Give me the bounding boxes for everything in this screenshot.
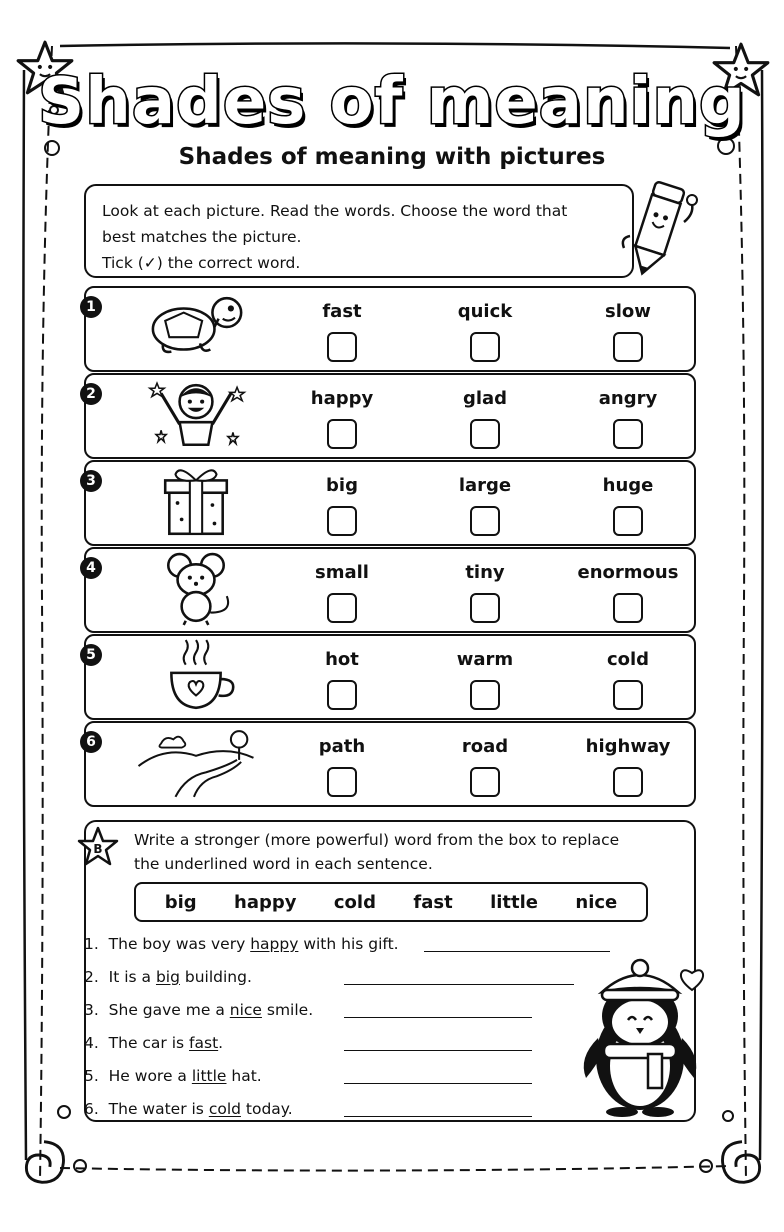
page-subtitle: Shades of meaning with pictures xyxy=(178,144,606,170)
sentence-before: The boy was very xyxy=(108,935,251,953)
tick-checkbox[interactable] xyxy=(470,593,500,623)
tick-checkbox[interactable] xyxy=(613,332,643,362)
word-bank-item: happy xyxy=(234,891,297,913)
sentence-after: smile. xyxy=(261,1001,314,1019)
word-option: quick xyxy=(457,301,513,322)
instruction-line: best matches the picture. xyxy=(102,228,302,246)
word-option: road xyxy=(461,736,509,757)
happy-boy-icon xyxy=(134,377,258,455)
tick-checkbox[interactable] xyxy=(327,419,357,449)
question-number: 3 xyxy=(80,470,102,492)
underlined-word: cold xyxy=(208,1100,241,1118)
tick-checkbox[interactable] xyxy=(470,680,500,710)
word-option: small xyxy=(315,562,369,583)
word-bank-item: cold xyxy=(333,891,376,913)
sentence-after: building. xyxy=(179,968,252,986)
word-option: angry xyxy=(598,388,658,409)
sentence-before: He wore a xyxy=(108,1067,192,1085)
question-number: 2 xyxy=(80,383,102,405)
mouse-icon xyxy=(134,551,258,629)
word-option: big xyxy=(326,475,358,496)
sentence-after: today. xyxy=(240,1100,293,1118)
section-b-instructions xyxy=(134,828,674,876)
word-option: glad xyxy=(462,388,508,409)
sentence-before: The water is xyxy=(108,1100,209,1118)
word-bank-item: big xyxy=(164,891,197,913)
tick-checkbox[interactable] xyxy=(327,332,357,362)
word-bank-item: nice xyxy=(575,891,618,913)
question-number: 1 xyxy=(80,296,102,318)
tick-checkbox[interactable] xyxy=(327,506,357,536)
question-number: 4 xyxy=(80,557,102,579)
sentence-number: 5. xyxy=(84,1067,99,1085)
page-title: Shades of meaning xyxy=(38,65,746,139)
star-badge-icon xyxy=(76,826,120,870)
sentence-after: hat. xyxy=(226,1067,262,1085)
tick-checkbox[interactable] xyxy=(613,419,643,449)
question-number: 5 xyxy=(80,644,102,666)
tick-checkbox[interactable] xyxy=(470,332,500,362)
tick-checkbox[interactable] xyxy=(613,593,643,623)
hot-cup-icon xyxy=(134,638,258,716)
tick-checkbox[interactable] xyxy=(613,680,643,710)
pencil-character-icon xyxy=(612,176,704,280)
swirl-icon xyxy=(14,1134,74,1192)
gift-box-icon xyxy=(134,464,258,542)
answer-line[interactable] xyxy=(424,951,610,952)
word-option: fast xyxy=(322,301,362,322)
word-option: hot xyxy=(325,649,359,670)
tick-checkbox[interactable] xyxy=(470,419,500,449)
section-b-instruction-line: the underlined word in each sentence. xyxy=(134,855,433,873)
swirl-icon xyxy=(712,1134,772,1192)
tick-checkbox[interactable] xyxy=(613,506,643,536)
word-option: path xyxy=(318,736,366,757)
underlined-word: big xyxy=(155,968,180,986)
sentence-number: 4. xyxy=(84,1034,99,1052)
sentence-after: with his gift. xyxy=(298,935,399,953)
tick-checkbox[interactable] xyxy=(327,680,357,710)
winding-path-icon xyxy=(134,725,258,803)
sentence xyxy=(84,999,313,1021)
turtle-icon xyxy=(134,290,258,368)
answer-line[interactable] xyxy=(344,1083,532,1084)
tick-checkbox[interactable] xyxy=(327,767,357,797)
tick-checkbox[interactable] xyxy=(613,767,643,797)
sentence-number: 2. xyxy=(84,968,99,986)
word-option: huge xyxy=(602,475,654,496)
answer-line[interactable] xyxy=(344,984,574,985)
word-option: warm xyxy=(456,649,514,670)
sentence-number: 6. xyxy=(84,1100,99,1118)
sentence-after: . xyxy=(218,1034,224,1052)
heart-icon xyxy=(678,966,706,992)
sentence xyxy=(84,1098,293,1120)
word-option: slow xyxy=(605,301,651,322)
sentence-number: 1. xyxy=(84,935,99,953)
word-option: happy xyxy=(310,388,374,409)
word-option: large xyxy=(458,475,512,496)
sentence-before: It is a xyxy=(108,968,156,986)
answer-line[interactable] xyxy=(344,1017,532,1018)
instructions-box xyxy=(84,184,634,278)
instruction-line: Tick (✓) the correct word. xyxy=(102,254,301,272)
sentence xyxy=(84,1065,262,1087)
sentence xyxy=(84,933,399,955)
underlined-word: little xyxy=(191,1067,227,1085)
word-option: tiny xyxy=(465,562,505,583)
tick-checkbox[interactable] xyxy=(470,506,500,536)
tick-checkbox[interactable] xyxy=(470,767,500,797)
word-bank-item: little xyxy=(490,891,538,913)
word-bank xyxy=(134,882,648,922)
question-number: 6 xyxy=(80,731,102,753)
underlined-word: happy xyxy=(250,935,299,953)
underlined-word: fast xyxy=(189,1034,219,1052)
sentence-number: 3. xyxy=(84,1001,99,1019)
word-option: highway xyxy=(585,736,671,757)
section-b-instruction-line: Write a stronger (more powerful) word from the box to replace xyxy=(134,831,620,849)
sentence-before: The car is xyxy=(108,1034,190,1052)
instruction-line: Look at each picture. Read the words. Choose the word that xyxy=(102,202,568,220)
sentence xyxy=(84,966,252,988)
answer-line[interactable] xyxy=(344,1050,532,1051)
section-badge-label: B xyxy=(93,842,103,856)
word-bank-item: fast xyxy=(413,891,453,913)
sentence-before: She gave me a xyxy=(108,1001,230,1019)
sentence xyxy=(84,1032,223,1054)
answer-line[interactable] xyxy=(344,1116,532,1117)
word-option: cold xyxy=(606,649,650,670)
underlined-word: nice xyxy=(229,1001,262,1019)
word-option: enormous xyxy=(577,562,679,583)
tick-checkbox[interactable] xyxy=(327,593,357,623)
